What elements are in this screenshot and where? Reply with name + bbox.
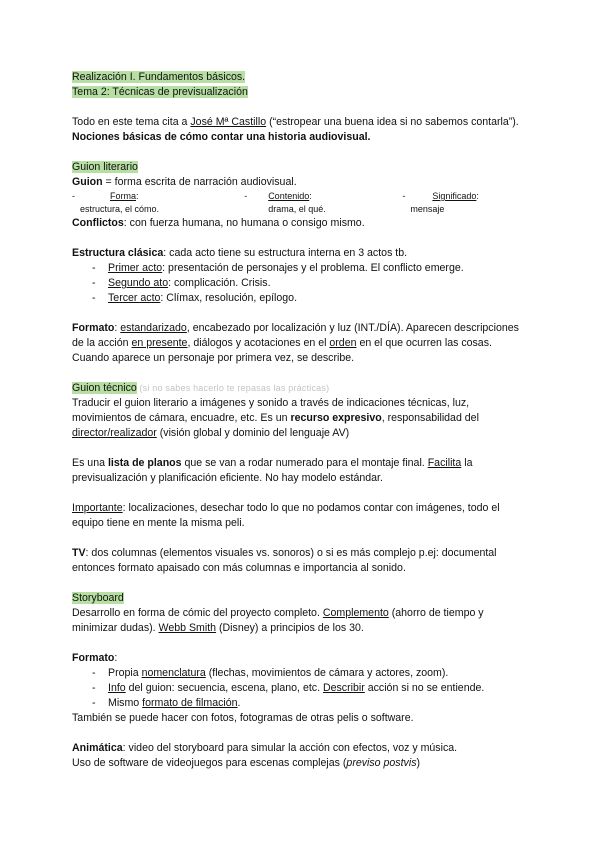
formato-item: - Propia nomenclatura (flechas, movimientos de cámara y actores, zoom). (92, 667, 449, 679)
author-name: José Mª Castillo (190, 116, 267, 128)
storyboard-also: También se puede hacer con fotos, fotogramas de otras pelis o software. (72, 712, 414, 724)
tecnico-paragraph-1: Traducir el guion literario a imágenes y sonido a través de indicaciones técnicas, luz, movimientos de cámara, encuadre, etc. Es un recurso expresivo, responsabilidad del director/realizador (visión global y dominio del lenguaje AV) (72, 397, 479, 439)
section-heading-tecnico: Guion técnico (si no sabes hacerlo te repasas las prácticas) (72, 382, 330, 394)
storyboard-paragraph: Desarrollo en forma de cómic del proyecto completo. Complemento (ahorro de tiempo y minimizar dudas). Webb Smith (Disney) a principios de los 30. (72, 607, 484, 634)
dimension-contenido: - Contenido: drama, el qué. (244, 191, 326, 214)
topic-title: Tema 2: Técnicas de previsualización (72, 86, 248, 98)
document-page (72, 70, 528, 771)
tecnico-paragraph-3: Importante: localizaciones, desechar todo lo que no podamos contar con imágenes, todo el equipo tiene en mente la misma peli. (72, 502, 500, 529)
formato-paragraph: Formato: estandarizado, encabezado por localización y luz (INT./DÍA). Aparecen descripciones de la acción en presente, diálogos y acotaciones en el orden en el que ocurren las cosas. Cuando aparece un personaje por primera vez, se describe. (72, 322, 519, 364)
animatica-line: Animática: video del storyboard para simular la acción con efectos, voz y música. (72, 742, 458, 754)
dimension-forma: - Forma: estructura, el cómo. (72, 191, 160, 214)
act-item: - Primer acto: presentación de personajes y el problema. El conflicto emerge. (92, 262, 464, 274)
intro-paragraph: Todo en este tema cita a José Mª Castillo (“estropear una buena idea si no sabemos contarla”). Nociones básicas de cómo contar una historia audiovisual. (72, 116, 519, 143)
section-heading-storyboard: Storyboard (72, 592, 124, 604)
formato-item: - Mismo formato de filmación. (92, 697, 241, 709)
dimension-significado: - Significado: mensaje (402, 191, 479, 214)
guion-definition: Guion = forma escrita de narración audiovisual. (72, 176, 297, 188)
tecnico-paragraph-2: Es una lista de planos que se van a rodar numerado para el montaje final. Facilita la previsualización y planificación eficiente. No hay modelo estándar. (72, 457, 473, 484)
conflictos-line: Conflictos: con fuerza humana, no humana o consigo mismo. (72, 217, 365, 229)
subject-title: Realización I. Fundamentos básicos. (72, 71, 246, 83)
guion-dimensions (72, 190, 528, 216)
act-item: - Segundo ato: complicación. Crisis. (92, 277, 271, 289)
software-line: Uso de software de videojuegos para escenas complejas (previso postvis) (72, 757, 421, 769)
section-heading-literario: Guion literario (72, 161, 138, 173)
formato-item: - Info del guion: secuencia, escena, plano, etc. Describir acción si no se entiende. (92, 682, 485, 694)
act-item: - Tercer acto: Clímax, resolución, epílogo. (92, 292, 298, 304)
storyboard-formato-label: Formato: (72, 652, 118, 664)
tecnico-paragraph-4: TV: dos columnas (elementos visuales vs. sonoros) o si es más complejo p.ej: documental entonces formato apaisado con más columnas e importancia al sonido. (72, 547, 497, 574)
estructura-line: Estructura clásica: cada acto tiene su estructura interna en 3 actos tb. (72, 247, 408, 259)
